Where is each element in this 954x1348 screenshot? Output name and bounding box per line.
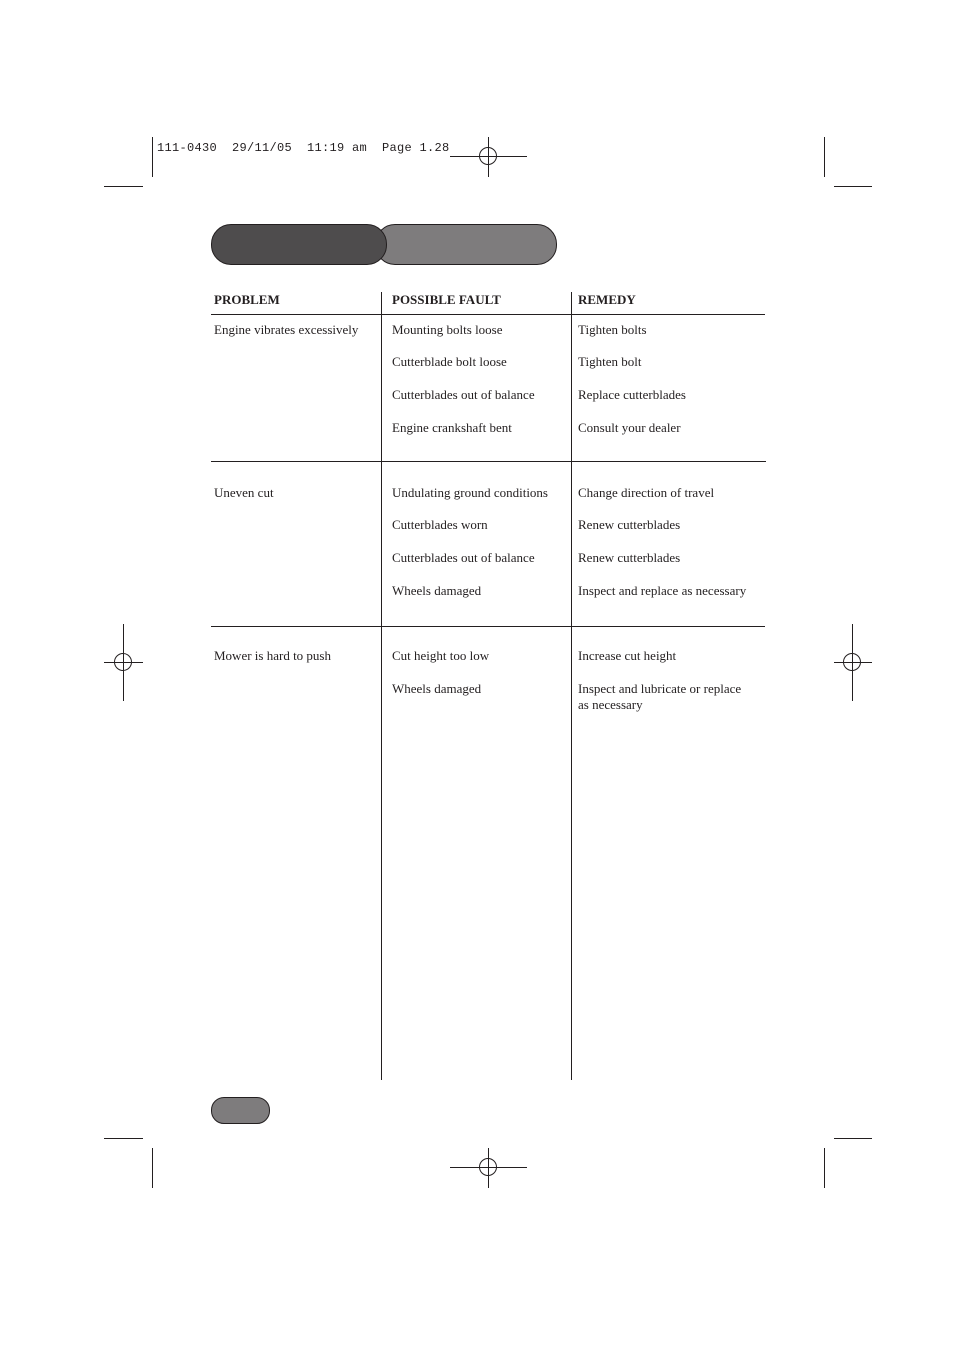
crop-mark [834, 1138, 872, 1139]
fault-cell: Cutterblades worn [392, 517, 488, 532]
remedy-cell: Tighten bolt [578, 354, 642, 369]
registration-circle-icon [114, 653, 132, 671]
crop-mark [104, 186, 143, 187]
fault-cell: Mounting bolts loose [392, 322, 503, 337]
registration-circle-icon [843, 653, 861, 671]
column-divider [571, 292, 572, 1080]
crop-mark [152, 137, 153, 177]
fault-cell: Wheels damaged [392, 681, 482, 696]
remedy-cell: Change direction of travel [578, 485, 715, 500]
remedy-cell: Tighten bolts [578, 322, 647, 337]
section-tab-light [375, 224, 557, 265]
fault-cell: Cutterblades out of balance [392, 387, 535, 402]
fault-cell: Undulating ground conditions [392, 485, 548, 500]
fault-cell: Wheels damaged [392, 583, 482, 598]
crop-mark [824, 1148, 825, 1188]
crop-mark [834, 186, 872, 187]
header-problem: PROBLEM [214, 292, 280, 307]
crop-mark [104, 1138, 143, 1139]
crop-mark [824, 137, 825, 177]
header-remedy: REMEDY [578, 292, 636, 307]
fault-cell: Engine crankshaft bent [392, 420, 512, 435]
page-number-tab [211, 1097, 270, 1124]
registration-circle-icon [479, 1158, 497, 1176]
remedy-cell: Replace cutterblades [578, 387, 686, 402]
remedy-cell: Renew cutterblades [578, 550, 681, 565]
problem-cell: Mower is hard to push [214, 648, 331, 663]
row-divider [211, 626, 765, 627]
remedy-cell: Consult your dealer [578, 420, 681, 435]
remedy-cell: Renew cutterblades [578, 517, 681, 532]
remedy-cell: Inspect and lubricate or replace [578, 681, 742, 696]
fault-cell: Cut height too low [392, 648, 490, 663]
slug-line: 111-0430 29/11/05 11:19 am Page 1.28 [157, 141, 450, 155]
crop-mark [152, 1148, 153, 1188]
registration-circle-icon [479, 147, 497, 165]
remedy-cell: Increase cut height [578, 648, 677, 663]
header-rule [211, 314, 765, 315]
problem-cell: Engine vibrates excessively [214, 322, 359, 337]
header-possible-fault: POSSIBLE FAULT [392, 292, 501, 307]
remedy-cell: Inspect and replace as necessary [578, 583, 747, 598]
fault-cell: Cutterblades out of balance [392, 550, 535, 565]
remedy-cell: as necessary [578, 697, 643, 712]
fault-cell: Cutterblade bolt loose [392, 354, 507, 369]
column-divider [381, 292, 382, 1080]
problem-cell: Uneven cut [214, 485, 274, 500]
section-tab-dark [211, 224, 387, 265]
row-divider [211, 461, 766, 462]
